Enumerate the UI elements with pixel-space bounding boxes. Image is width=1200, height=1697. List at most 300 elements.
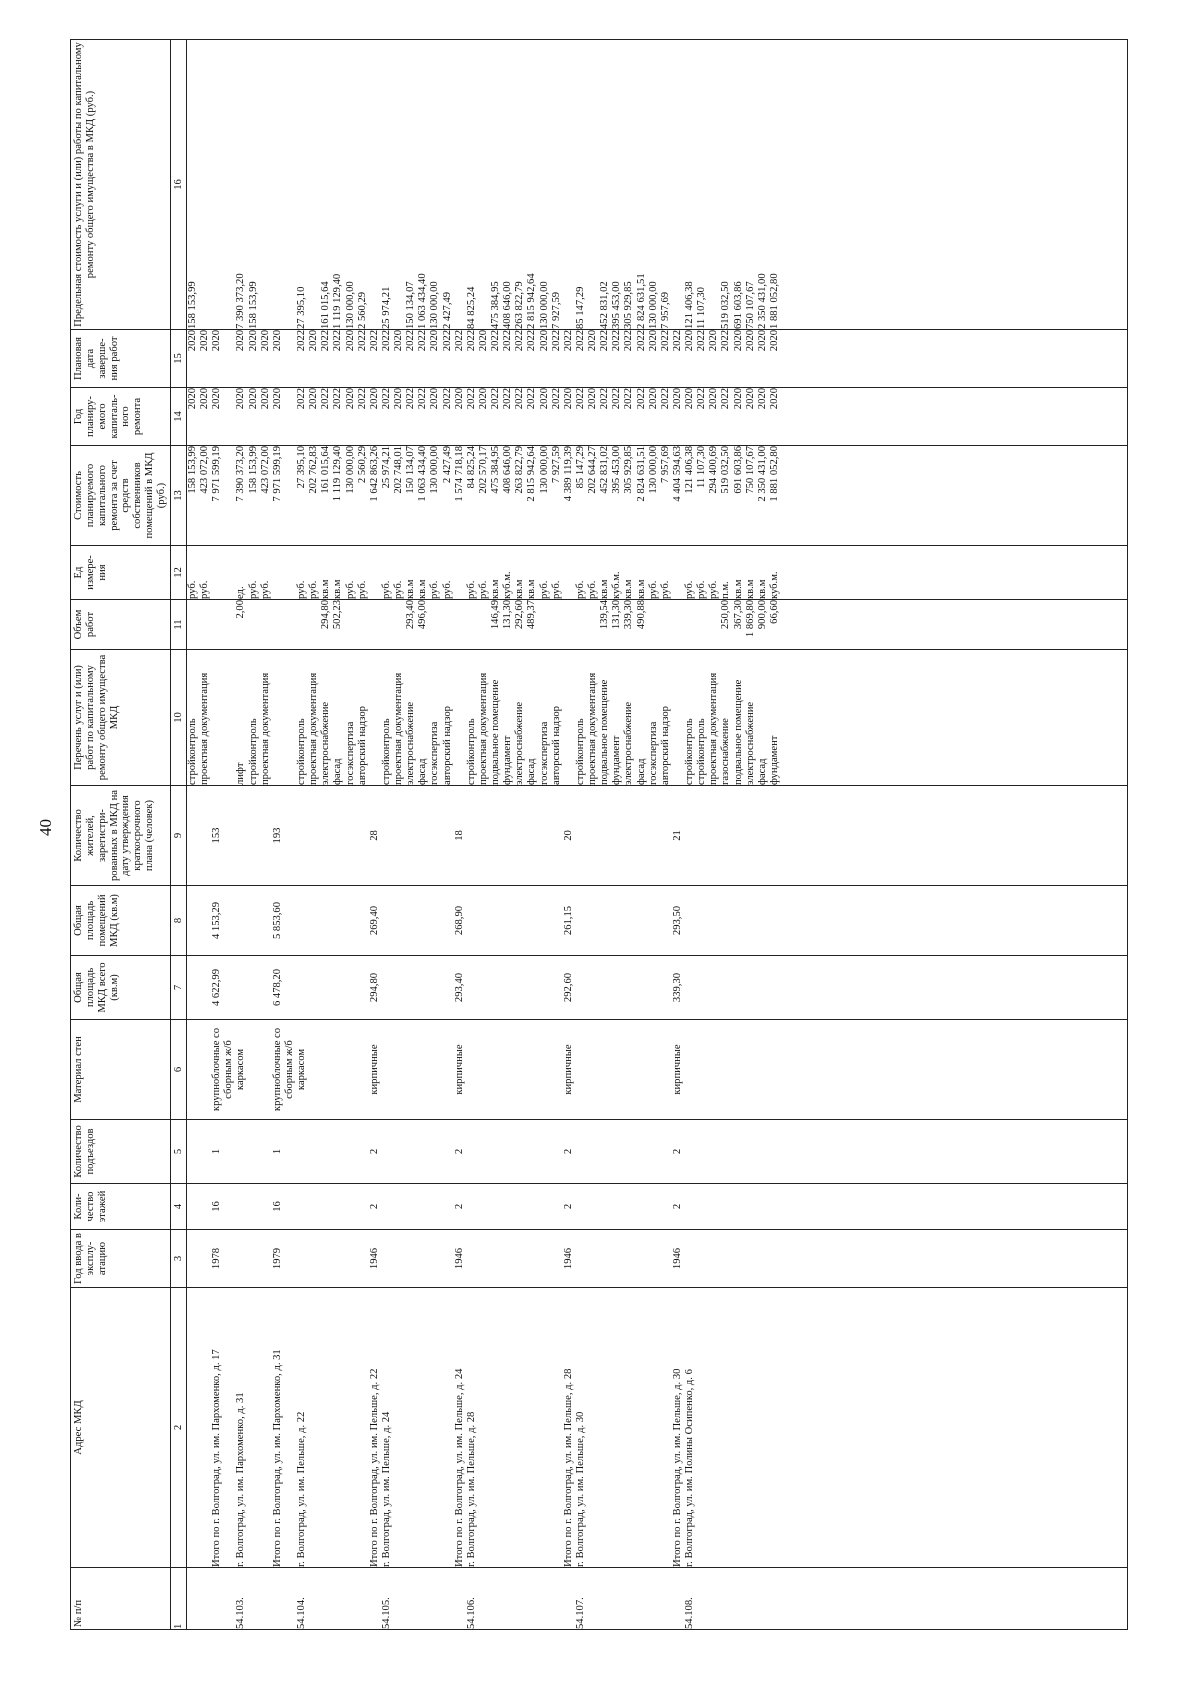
table-cell	[187, 1568, 199, 1629]
table-cell: 2022	[514, 388, 526, 410]
table-cell	[442, 1184, 454, 1229]
table-cell	[393, 600, 405, 649]
table-cell: 54.106.	[465, 1597, 477, 1629]
table-cell	[757, 786, 769, 885]
table-cell: 150 134,07	[405, 446, 417, 494]
table-cell	[381, 1230, 393, 1287]
table-cell	[587, 1288, 599, 1567]
table-cell	[490, 956, 502, 1019]
column-number-10: 10	[170, 650, 186, 786]
table-cell	[587, 1120, 599, 1183]
table-cell	[623, 1568, 635, 1629]
table-cell	[745, 1184, 757, 1229]
table-cell	[381, 786, 393, 885]
table-cell	[757, 1120, 769, 1183]
table-cell	[345, 1120, 357, 1183]
column-12-body	[186, 546, 1127, 600]
table-cell	[272, 1568, 284, 1629]
table-cell: 7 971 599,19	[211, 446, 223, 502]
table-cell	[733, 1230, 745, 1287]
table-cell	[199, 1184, 211, 1229]
table-cell	[514, 1120, 526, 1183]
table-cell: 2020	[768, 330, 780, 352]
table-cell	[223, 1230, 235, 1287]
table-cell: 2020	[393, 388, 404, 410]
table-cell	[745, 1288, 757, 1567]
table-cell	[320, 956, 332, 1019]
table-cell	[393, 1120, 405, 1183]
table-cell	[539, 1184, 551, 1229]
column-13-body	[186, 446, 1127, 546]
table-cell: 4 622,99	[211, 968, 223, 1007]
table-cell: 2020	[562, 388, 574, 410]
table-cell: авторский надзор	[356, 706, 368, 785]
table-cell	[429, 786, 441, 885]
table-cell: 7 927,59	[550, 291, 562, 329]
table-cell: 293,40	[453, 972, 465, 1003]
table-cell	[648, 1568, 660, 1629]
table-cell	[369, 40, 381, 329]
table-cell	[417, 1230, 429, 1287]
table-cell: 367,30	[732, 600, 744, 630]
table-cell: фундамент	[768, 735, 780, 785]
table-cell: электроснабжение	[320, 701, 332, 785]
table-cell: 1	[211, 1148, 223, 1155]
table-cell	[490, 886, 502, 955]
table-cell: фундамент	[502, 735, 514, 785]
table-cell	[514, 1020, 526, 1119]
column-header-12: Ед измере-ния	[71, 546, 171, 600]
table-cell	[551, 1120, 563, 1183]
table-cell	[478, 786, 490, 885]
table-cell	[478, 1288, 490, 1567]
table-cell	[478, 886, 490, 955]
table-cell	[357, 1230, 369, 1287]
table-cell: руб.	[477, 580, 489, 599]
table-cell	[320, 886, 332, 955]
table-cell	[720, 786, 732, 885]
table-cell	[490, 1184, 502, 1229]
table-cell	[502, 1120, 514, 1183]
table-cell	[733, 886, 745, 955]
table-cell: 2020	[538, 330, 550, 352]
table-cell: 2020	[744, 388, 756, 410]
table-cell: проектная документация	[587, 672, 598, 785]
table-cell	[332, 1568, 344, 1629]
table-cell	[345, 886, 357, 955]
table-cell	[478, 1020, 490, 1119]
table-cell: 2020	[429, 388, 441, 410]
table-cell	[199, 40, 211, 329]
table-cell: 293,40	[405, 600, 417, 630]
table-cell: 2022	[659, 330, 671, 352]
table-cell	[454, 1568, 466, 1629]
table-cell: 27 395,10	[296, 446, 307, 489]
table-cell	[660, 1184, 672, 1229]
table-cell	[248, 1020, 260, 1119]
table-cell: 1 881 052,80	[768, 273, 780, 329]
table-cell	[381, 886, 393, 955]
table-cell	[345, 956, 357, 1019]
table-cell: 2022	[332, 388, 344, 410]
table-cell: 130 000,00	[538, 446, 550, 494]
table-cell: 2022	[502, 330, 514, 352]
table-cell: 2022	[611, 388, 623, 410]
table-cell: 2	[368, 1148, 380, 1155]
table-cell: руб.	[344, 580, 356, 599]
table-cell	[199, 1230, 211, 1287]
table-cell: 2020	[186, 330, 198, 352]
table-cell	[757, 1288, 769, 1567]
table-cell	[502, 1230, 514, 1287]
table-cell: авторский надзор	[659, 706, 671, 785]
table-cell	[320, 1230, 332, 1287]
table-cell: 496,00	[417, 600, 429, 630]
table-cell	[260, 600, 272, 649]
table-cell: электроснабжение	[405, 701, 417, 785]
table-cell: 4 404 594,63	[671, 446, 683, 502]
table-cell: 2022	[696, 330, 708, 352]
table-cell: 2 427,49	[441, 291, 453, 329]
table-cell	[708, 600, 720, 649]
table-cell: 691 603,86	[732, 281, 744, 329]
table-cell	[405, 786, 417, 885]
table-cell: 2022	[332, 330, 344, 352]
table-cell	[539, 1120, 551, 1183]
table-cell	[393, 1568, 405, 1629]
table-cell	[769, 786, 781, 885]
table-cell	[478, 1230, 490, 1287]
table-cell: 2020	[477, 330, 489, 352]
table-cell: 2020	[344, 330, 356, 352]
table-cell	[745, 1230, 757, 1287]
table-cell	[551, 1184, 563, 1229]
table-cell: 1 881 052,80	[768, 446, 780, 502]
table-cell	[393, 40, 405, 329]
table-cell	[563, 546, 575, 599]
table-cell: 294,80	[368, 972, 380, 1003]
table-cell: 16	[271, 1201, 283, 1212]
table-cell: 489,37	[526, 600, 538, 630]
table-cell	[357, 956, 369, 1019]
table-cell: 261,15	[562, 905, 574, 936]
table-cell: 408 646,00	[502, 281, 514, 329]
table-cell	[211, 40, 223, 329]
table-cell: госэкспертиза	[429, 721, 441, 785]
column-number-9: 9	[170, 786, 186, 886]
table-cell: 2020	[186, 388, 198, 410]
table-cell: кирпичные	[562, 1044, 574, 1095]
table-cell: 2020	[708, 330, 720, 352]
table-cell	[296, 600, 308, 649]
table-cell: 2	[562, 1148, 574, 1155]
table-cell	[235, 1120, 247, 1183]
table-cell: руб.	[199, 580, 210, 599]
table-cell: 2020	[211, 388, 223, 410]
table-cell	[757, 1020, 769, 1119]
table-cell	[478, 600, 490, 649]
table-cell	[575, 1120, 587, 1183]
table-cell	[223, 956, 235, 1019]
table-cell	[320, 1184, 332, 1229]
table-cell: 2,00	[235, 600, 247, 619]
table-cell	[381, 1184, 393, 1229]
table-cell	[260, 1020, 272, 1119]
table-cell	[296, 1230, 308, 1287]
table-cell: крупноблочные со сборным ж/б каркасом	[211, 1027, 247, 1112]
table-cell: проектная документация	[708, 672, 720, 785]
table-cell	[526, 1230, 538, 1287]
table-cell: 2022	[671, 330, 683, 352]
table-cell: 2022	[380, 330, 392, 352]
table-cell	[696, 1568, 708, 1629]
table-cell: фасад	[756, 758, 768, 785]
table-cell	[648, 1120, 660, 1183]
table-cell	[490, 786, 502, 885]
table-cell	[405, 1568, 417, 1629]
table-cell	[636, 1230, 648, 1287]
table-cell: кв.м	[514, 579, 526, 599]
table-cell: 7 390 373,20	[235, 446, 247, 502]
table-cell	[636, 1184, 648, 1229]
table-cell: проектная документация	[477, 672, 489, 785]
table-cell: 2022	[514, 330, 526, 352]
table-cell: 2022	[623, 388, 635, 410]
table-cell	[733, 1568, 745, 1629]
table-cell: 2020	[344, 388, 356, 410]
table-cell: 84 825,24	[465, 446, 477, 489]
table-cell	[648, 786, 660, 885]
table-cell	[757, 886, 769, 955]
table-cell: Итого по г. Волгоград, ул. им. Пельше, д. 28	[562, 1368, 574, 1567]
table-cell: проектная документация	[308, 672, 320, 785]
table-cell: 2020	[744, 330, 756, 352]
table-cell	[417, 1020, 429, 1119]
table-cell	[369, 650, 381, 785]
table-cell	[514, 1230, 526, 1287]
table-cell: 2022	[526, 330, 538, 352]
table-cell: Итого по г. Волгоград, ул. им. Пархоменко, д. 17	[211, 1349, 223, 1567]
table-cell	[260, 1568, 272, 1629]
table-cell: 2022	[296, 330, 307, 352]
page-number: 40	[36, 819, 55, 836]
table-cell	[381, 600, 393, 649]
table-cell	[526, 1568, 538, 1629]
table-cell	[720, 1230, 732, 1287]
table-cell	[696, 886, 708, 955]
table-cell	[223, 600, 235, 649]
table-cell	[611, 786, 623, 885]
table-cell	[636, 956, 648, 1019]
table-cell	[551, 786, 563, 885]
table-cell	[429, 1230, 441, 1287]
table-cell	[466, 1120, 478, 1183]
table-cell	[345, 1568, 357, 1629]
table-cell	[672, 1568, 684, 1629]
table-cell	[757, 1184, 769, 1229]
table-cell	[539, 1288, 551, 1567]
table-cell	[551, 1288, 563, 1567]
table-cell	[223, 1184, 235, 1229]
table-cell	[248, 1184, 260, 1229]
table-cell: стройконтроль	[296, 718, 307, 785]
table-cell	[260, 40, 272, 329]
table-cell: 691 603,86	[732, 446, 744, 494]
table-cell: 130 000,00	[429, 281, 441, 329]
table-cell: 25 974,21	[380, 446, 392, 489]
table-cell	[526, 956, 538, 1019]
table-cell	[733, 1184, 745, 1229]
table-cell	[551, 886, 563, 955]
table-cell	[708, 956, 720, 1019]
table-cell	[223, 546, 235, 599]
table-cell	[599, 1568, 611, 1629]
table-cell	[345, 600, 357, 649]
column-number-6: 6	[170, 1020, 186, 1120]
table-cell	[381, 1020, 393, 1119]
table-cell	[575, 1230, 587, 1287]
table-cell: 27 395,10	[296, 286, 307, 329]
table-cell	[260, 786, 272, 885]
table-cell: 153	[211, 827, 223, 844]
table-cell: 2022	[659, 388, 671, 410]
column-header-6: Материал стен	[71, 1020, 171, 1120]
table-cell: 2022	[550, 388, 562, 410]
table-cell: фасад	[417, 758, 429, 785]
column-7-body	[186, 956, 1127, 1020]
table-cell: 2022	[405, 388, 417, 410]
table-cell: 5 853,60	[271, 901, 283, 940]
table-cell: 85 147,29	[574, 446, 586, 489]
table-cell: 2020	[732, 388, 744, 410]
table-cell: проектная документация	[199, 672, 210, 785]
table-cell	[211, 650, 223, 785]
table-cell: фасад	[635, 758, 647, 785]
table-cell	[490, 1288, 502, 1567]
table-cell	[284, 1230, 296, 1287]
table-cell	[442, 886, 454, 955]
table-cell: 2020	[647, 388, 659, 410]
table-cell: 2022	[441, 330, 453, 352]
table-cell	[563, 600, 575, 649]
table-cell: руб.	[356, 580, 368, 599]
table-cell	[648, 1288, 660, 1567]
table-cell: 54.103.	[235, 1597, 247, 1629]
table-cell	[308, 1120, 320, 1183]
table-cell	[235, 1230, 247, 1287]
table-cell: 1946	[368, 1247, 380, 1270]
table-cell	[442, 1288, 454, 1567]
table-cell: 452 831,02	[599, 446, 611, 494]
table-cell	[769, 1568, 781, 1629]
table-cell	[526, 886, 538, 955]
table-cell	[684, 1020, 696, 1119]
table-cell: 2022	[635, 330, 647, 352]
table-cell	[417, 786, 429, 885]
table-cell	[284, 388, 296, 445]
table-cell	[417, 1288, 429, 1567]
table-cell	[514, 1288, 526, 1567]
table-cell	[248, 786, 260, 885]
table-cell: кв.м	[332, 579, 344, 599]
table-cell: 339,30	[671, 972, 683, 1003]
table-cell	[526, 1120, 538, 1183]
table-cell	[696, 1120, 708, 1183]
table-cell: 423 072,00	[199, 446, 210, 494]
table-cell	[708, 786, 720, 885]
table-cell	[187, 1230, 199, 1287]
table-cell	[296, 1184, 308, 1229]
table-cell	[563, 1568, 575, 1629]
table-cell	[199, 600, 211, 649]
table-cell: 305 929,85	[623, 281, 635, 329]
table-cell: 2020	[708, 388, 720, 410]
table-cell	[575, 1184, 587, 1229]
table-cell: 54.105.	[380, 1597, 392, 1629]
table-cell: 2022	[574, 330, 586, 352]
table-cell	[611, 1020, 623, 1119]
table-cell: 2 815 942,64	[526, 446, 538, 502]
table-cell: 2 815 942,64	[526, 273, 538, 329]
table-cell	[733, 786, 745, 885]
table-cell: 1 574 718,18	[453, 446, 465, 502]
table-cell: 2022	[720, 330, 732, 352]
table-cell	[672, 600, 684, 649]
table-cell	[478, 956, 490, 1019]
table-cell	[684, 886, 696, 955]
table-cell	[248, 956, 260, 1019]
table-cell: Итого по г. Волгоград, ул. им. Пельше, д. 22	[368, 1368, 380, 1567]
table-cell	[211, 546, 223, 599]
table-cell	[405, 1288, 417, 1567]
table-cell: руб.	[296, 580, 307, 599]
table-cell: 408 646,00	[502, 446, 514, 494]
table-cell: 2022	[368, 330, 380, 352]
table-cell: 2020	[732, 330, 744, 352]
table-cell	[611, 1184, 623, 1229]
table-cell: г. Волгоград, ул. им. Пельше, д. 28	[465, 1411, 477, 1567]
table-cell	[478, 1120, 490, 1183]
column-number-11: 11	[170, 600, 186, 650]
table-cell	[611, 1230, 623, 1287]
table-cell	[660, 786, 672, 885]
table-cell	[599, 886, 611, 955]
table-cell	[442, 1120, 454, 1183]
table-cell: 1 642 863,26	[368, 446, 380, 502]
table-cell	[611, 1288, 623, 1567]
table-cell	[405, 1120, 417, 1183]
column-9-body	[186, 786, 1127, 886]
column-4-body	[186, 1184, 1127, 1230]
table-cell	[284, 546, 296, 599]
table-cell	[296, 786, 308, 885]
table-cell	[345, 1230, 357, 1287]
table-cell: куб.м.	[502, 571, 514, 599]
table-cell	[308, 600, 320, 649]
table-cell: 2 824 631,51	[635, 273, 647, 329]
table-cell	[672, 546, 684, 599]
table-cell	[345, 1184, 357, 1229]
table-cell	[696, 1184, 708, 1229]
table-cell: 130 000,00	[429, 446, 441, 494]
table-cell: 20	[562, 830, 574, 841]
table-cell	[417, 1120, 429, 1183]
table-cell: руб.	[393, 580, 404, 599]
table-cell	[769, 956, 781, 1019]
table-cell	[417, 886, 429, 955]
table-cell	[611, 956, 623, 1019]
table-cell	[260, 886, 272, 955]
